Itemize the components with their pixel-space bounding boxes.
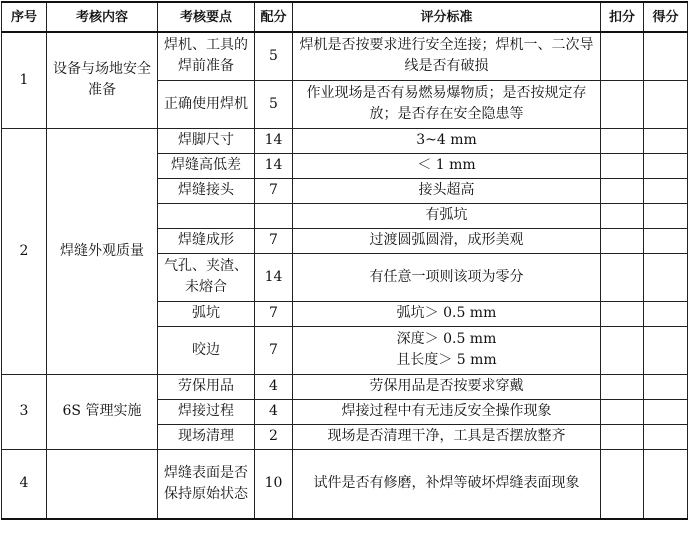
score-value: 4 [255, 399, 293, 424]
result-cell[interactable] [644, 228, 688, 253]
assessment-point: 气孔、夹渣、未熔合 [158, 253, 255, 301]
assessment-point: 劳保用品 [158, 374, 255, 399]
assessment-point: 咬边 [158, 326, 255, 374]
score-value: 7 [255, 178, 293, 203]
deduction-cell[interactable] [601, 326, 644, 374]
deduction-cell[interactable] [601, 424, 644, 449]
deduction-cell[interactable] [601, 203, 644, 228]
result-cell[interactable] [644, 203, 688, 228]
scoring-standard: 接头超高 [293, 178, 601, 203]
result-cell[interactable] [644, 374, 688, 399]
row-number: 4 [2, 449, 47, 519]
deduction-cell[interactable] [601, 153, 644, 178]
scoring-standard: ＜ 1 mm [293, 153, 601, 178]
col-header-content: 考核内容 [47, 2, 158, 32]
col-header-point: 考核要点 [158, 2, 255, 32]
assessment-point: 焊机、工具的焊前准备 [158, 32, 255, 80]
assessment-point: 焊缝成形 [158, 228, 255, 253]
scoring-standard: 焊接过程中有无违反安全操作现象 [293, 399, 601, 424]
table-row [2, 374, 688, 399]
assessment-point: 弧坑 [158, 301, 255, 326]
scoring-standard: 现场是否清理干净，工具是否摆放整齐 [293, 424, 601, 449]
scoring-standard: 3~4 mm [293, 128, 601, 153]
scoring-standard: 作业现场是否有易燃易爆物质；是否按规定存放；是否存在安全隐患等 [293, 80, 601, 128]
deduction-cell[interactable] [601, 374, 644, 399]
assessment-content [47, 449, 158, 519]
table-row [2, 128, 688, 153]
result-cell[interactable] [644, 326, 688, 374]
deduction-cell[interactable] [601, 399, 644, 424]
scoring-standard: 试件是否有修磨，补焊等破坏焊缝表面现象 [293, 449, 601, 519]
scoring-table [1, 1, 688, 520]
deduction-cell[interactable] [601, 128, 644, 153]
assessment-point: 正确使用焊机 [158, 80, 255, 128]
col-header-standard: 评分标准 [293, 2, 601, 32]
assessment-content: 6S 管理实施 [47, 374, 158, 449]
table-row [2, 32, 688, 80]
result-cell[interactable] [644, 424, 688, 449]
col-header-score: 配分 [255, 2, 293, 32]
score-value: 14 [255, 253, 293, 301]
scoring-standard: 劳保用品是否按要求穿戴 [293, 374, 601, 399]
row-number: 1 [2, 32, 47, 128]
assessment-point: 焊缝表面是否保持原始状态 [158, 449, 255, 519]
result-cell[interactable] [644, 253, 688, 301]
scoring-standard: 有任意一项则该项为零分 [293, 253, 601, 301]
result-cell[interactable] [644, 449, 688, 519]
score-value: 14 [255, 153, 293, 178]
deduction-cell[interactable] [601, 449, 644, 519]
col-header-result: 得分 [644, 2, 688, 32]
result-cell[interactable] [644, 32, 688, 80]
table-row [2, 449, 688, 519]
result-cell[interactable] [644, 399, 688, 424]
score-value [255, 203, 293, 228]
assessment-point: 焊缝高低差 [158, 153, 255, 178]
row-number: 3 [2, 374, 47, 449]
scoring-standard: 过渡圆弧圆滑，成形美观 [293, 228, 601, 253]
score-value: 14 [255, 128, 293, 153]
standard-line-2: 且长度＞ 5 mm [396, 352, 497, 368]
assessment-point: 现场清理 [158, 424, 255, 449]
deduction-cell[interactable] [601, 228, 644, 253]
score-value: 5 [255, 80, 293, 128]
result-cell[interactable] [644, 178, 688, 203]
result-cell[interactable] [644, 153, 688, 178]
result-cell[interactable] [644, 80, 688, 128]
score-value: 7 [255, 326, 293, 374]
deduction-cell[interactable] [601, 32, 644, 80]
col-header-no: 序号 [2, 2, 47, 32]
assessment-point [158, 203, 255, 228]
deduction-cell[interactable] [601, 301, 644, 326]
assessment-point: 焊缝接头 [158, 178, 255, 203]
deduction-cell[interactable] [601, 178, 644, 203]
score-value: 7 [255, 228, 293, 253]
score-value: 10 [255, 449, 293, 519]
assessment-content: 焊缝外观质量 [47, 128, 158, 374]
row-number: 2 [2, 128, 47, 374]
scoring-standard: 有弧坑 [293, 203, 601, 228]
result-cell[interactable] [644, 128, 688, 153]
deduction-cell[interactable] [601, 253, 644, 301]
assessment-content: 设备与场地安全准备 [47, 32, 158, 128]
result-cell[interactable] [644, 301, 688, 326]
col-header-deduct: 扣分 [601, 2, 644, 32]
standard-line-1: 深度＞ 0.5 mm [396, 331, 497, 347]
scoring-standard: 焊机是否按要求进行安全连接；焊机一、二次导线是否有破损 [293, 32, 601, 80]
score-value: 2 [255, 424, 293, 449]
assessment-point: 焊接过程 [158, 399, 255, 424]
deduction-cell[interactable] [601, 80, 644, 128]
score-value: 5 [255, 32, 293, 80]
score-value: 4 [255, 374, 293, 399]
score-value: 7 [255, 301, 293, 326]
assessment-point: 焊脚尺寸 [158, 128, 255, 153]
scoring-standard: 弧坑＞ 0.5 mm [293, 301, 601, 326]
header-row [2, 2, 688, 32]
scoring-standard [293, 326, 601, 374]
